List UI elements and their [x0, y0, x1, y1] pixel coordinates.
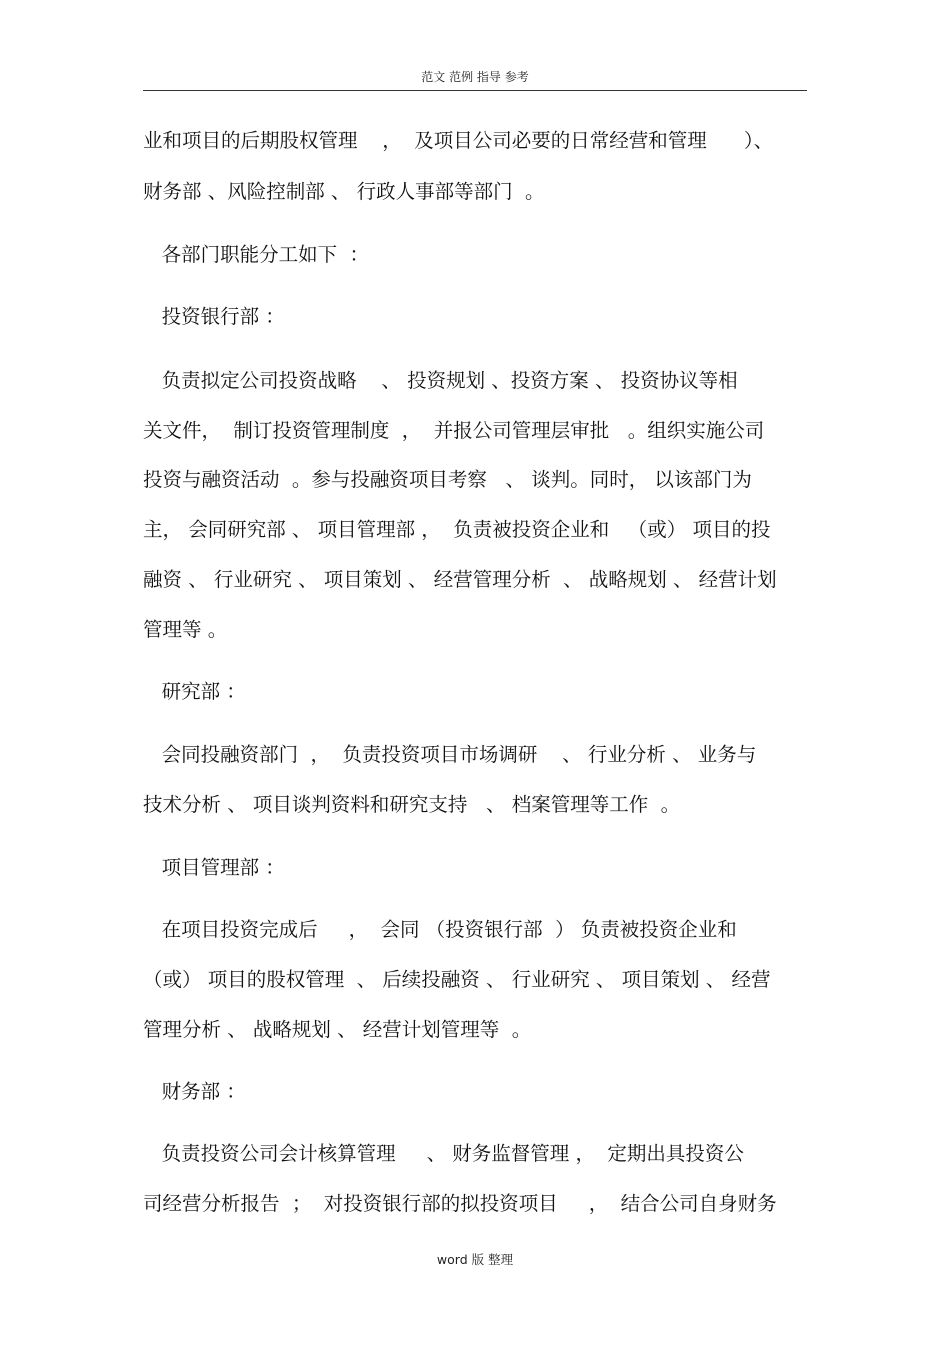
section-heading: 投资银行部 ： [143, 305, 285, 328]
body-line: 技术分析 、 项目谈判资料和研究支持 、 档案管理等工作 。 [143, 793, 681, 816]
body-line: 业和项目的后期股权管理 ， 及项目公司必要的日常经营和管理 ）、 [143, 129, 774, 152]
body-line: （或） 项目的股权管理 、 后续投融资 、 行业研究 、 项目策划 、 经营 [143, 968, 771, 991]
body-line: 投资与融资活动 。参与投融资项目考察 、 谈判。同时， 以该部门为 [143, 468, 752, 491]
body-line: 负责拟定公司投资战略 、 投资规划 、投资方案 、 投资协议等相 [143, 369, 738, 392]
page-header: 范文 范例 指导 参考 [421, 70, 529, 84]
header-divider [143, 90, 807, 91]
body-line: 融资 、 行业研究 、 项目策划 、 经营管理分析 、 战略规划 、 经营计划 [143, 568, 777, 591]
body-line: 会同投融资部门 ， 负责投资项目市场调研 、 行业分析 、 业务与 [143, 743, 757, 766]
section-heading: 财务部 ： [143, 1080, 246, 1103]
section-heading: 研究部 ： [143, 680, 246, 703]
body-line: 管理等 。 [143, 618, 228, 641]
body-line: 管理分析 、 战略规划 、 经营计划管理等 。 [143, 1018, 532, 1041]
body-line: 负责投资公司会计核算管理 、 财务监督管理 ， 定期出具投资公 [143, 1142, 744, 1165]
section-heading: 项目管理部 ： [143, 856, 285, 879]
page-footer: word 版 整理 [436, 1252, 514, 1267]
body-line: 关文件， 制订投资管理制度 ， 并报公司管理层审批 。组织实施公司 [143, 419, 765, 442]
section-intro: 各部门职能分工如下 ： [143, 243, 369, 266]
body-line: 主， 会同研究部 、 项目管理部 ， 负责被投资企业和 （或） 项目的投 [143, 518, 771, 541]
body-line: 司经营分析报告 ； 对投资银行部的拟投资项目 ， 结合公司自身财务 [143, 1192, 777, 1215]
body-line: 在项目投资完成后 ， 会同 （投资银行部 ） 负责被投资企业和 [143, 918, 737, 941]
body-line: 财务部 、风险控制部 、 行政人事部等部门 。 [143, 180, 545, 203]
